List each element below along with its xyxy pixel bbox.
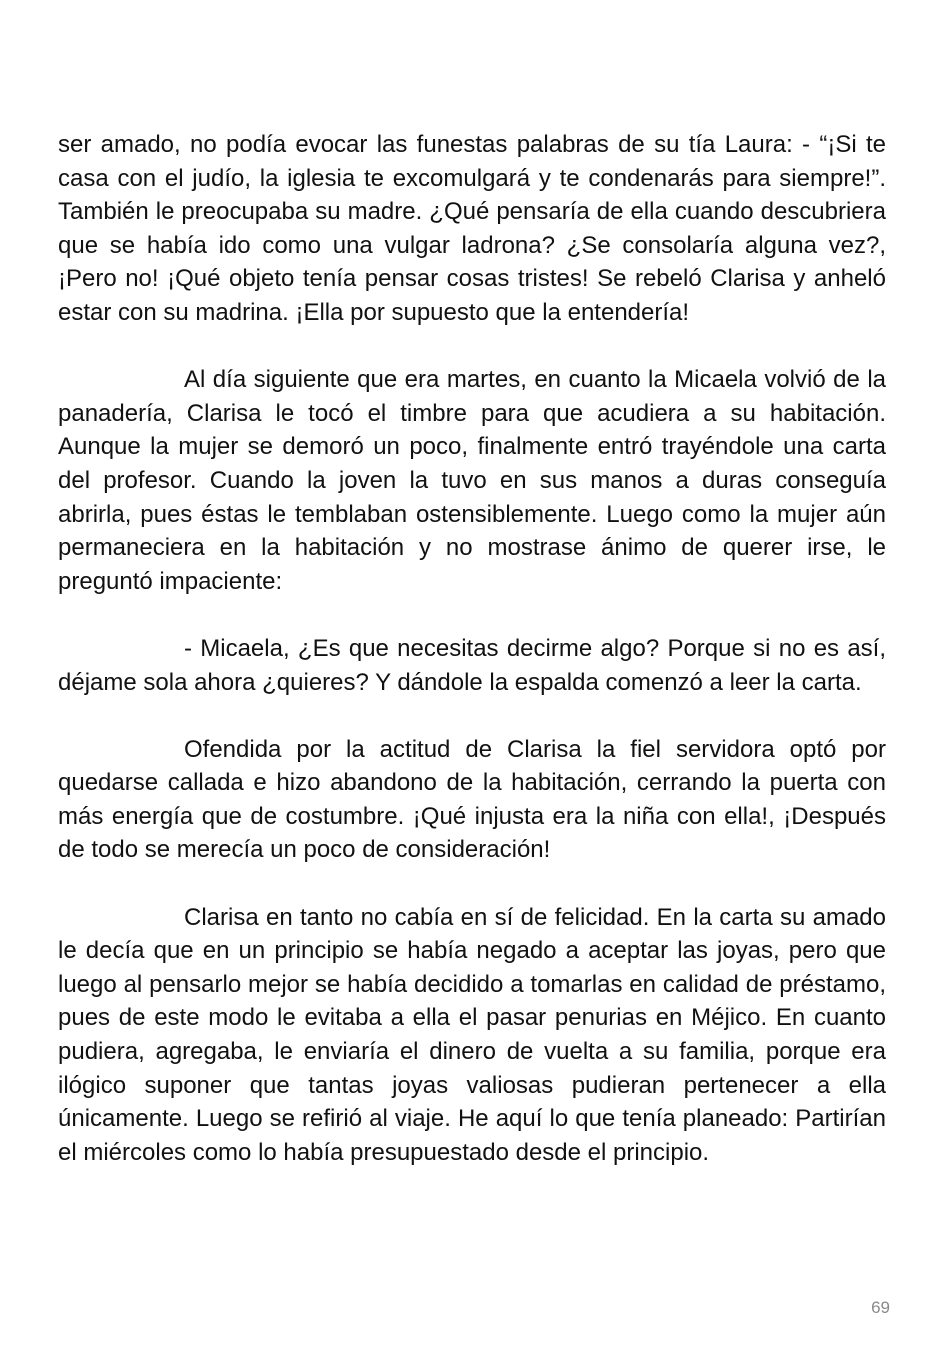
paragraph-spacer	[58, 867, 886, 901]
page-body	[58, 128, 886, 1169]
paragraph-1: ser amado, no podía evocar las funestas palabras de su tía Laura: - “¡Si te casa con el judío, la iglesia te excomulgará y te condenarás para siempre!”. También le preocupaba su madre. ¿Qué pensaría de ella cuando descubriera que se había ido como una vulgar ladrona? ¿Se consolaría alguna vez?, ¡Pero no! ¡Qué objeto tenía pensar cosas tristes! Se rebeló Clarisa y anheló estar con su madrina. ¡Ella por supuesto que la entendería!	[58, 131, 886, 326]
paragraph-3: - Micaela, ¿Es que necesitas decirme algo? Porque si no es así, déjame sola ahora ¿quieres? Y dándole la espalda comenzó a leer la carta.	[58, 634, 886, 696]
paragraph-spacer	[58, 598, 886, 632]
paragraph-5: Clarisa en tanto no cabía en sí de felicidad. En la carta su amado le decía que en un principio se había negado a aceptar las joyas, pero que luego al pensarlo mejor se había decidido a tomarlas en calidad de préstamo, pues de este modo le evitaba a ella el pasar penurias en Méjico. En cuanto pudiera, agregaba, le enviaría el dinero de vuelta a su familia, porque era ilógico suponer que tantas joyas valiosas pudieran pertenecer a ella únicamente. Luego se refirió al viaje. He aquí lo que tenía planeado: Partirían el miércoles como lo había presupuestado desde el principio.	[58, 903, 886, 1166]
paragraph-2: Al día siguiente que era martes, en cuanto la Micaela volvió de la panadería, Clarisa le tocó el timbre para que acudiera a su habitación. Aunque la mujer se demoró un poco, finalmente entró trayéndole una carta del profesor. Cuando la joven la tuvo en sus manos a duras conseguía abrirla, pues éstas le temblaban ostensiblemente. Luego como la mujer aún permaneciera en la habitación y no mostrase ánimo de querer irse, le preguntó impaciente:	[58, 366, 886, 595]
paragraph-4: Ofendida por la actitud de Clarisa la fiel servidora optó por quedarse callada e hizo abandono de la habitación, cerrando la puerta con más energía que de costumbre. ¡Qué injusta era la niña con ella!, ¡Después de todo se merecía un poco de consideración!	[58, 735, 886, 864]
paragraph-spacer	[58, 699, 886, 733]
paragraph-spacer	[58, 330, 886, 364]
page-number: 69	[871, 1298, 890, 1317]
